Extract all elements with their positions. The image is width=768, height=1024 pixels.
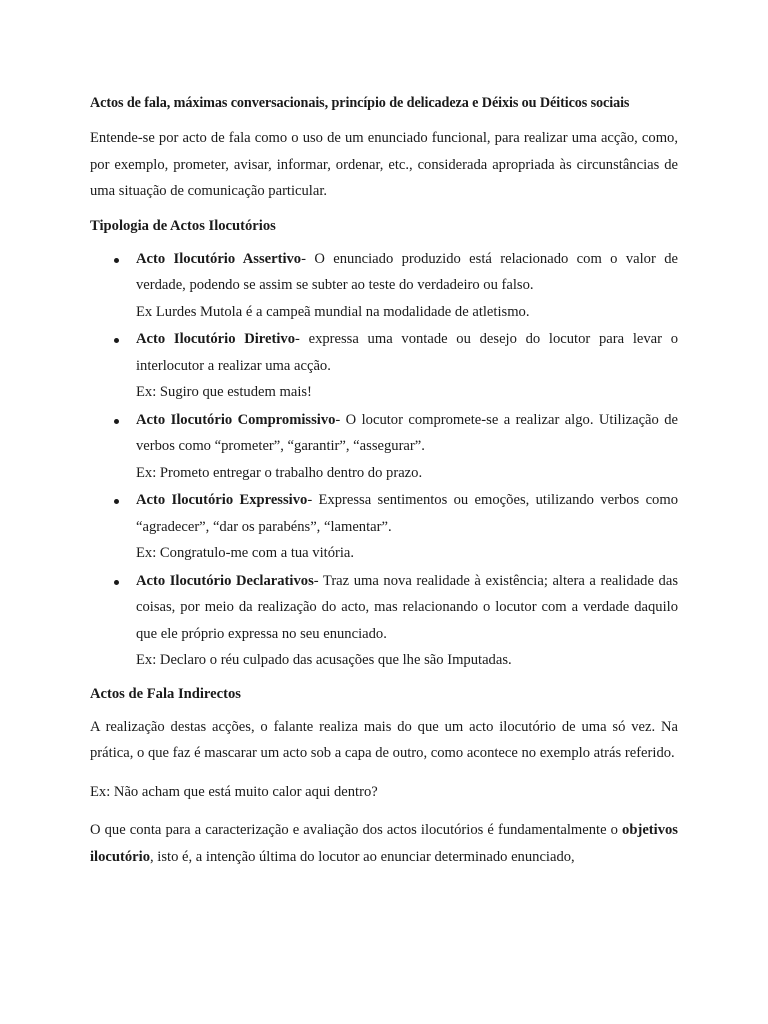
- list-item: [90, 487, 678, 567]
- closing-text-start: O que conta para a caracterização e avaliação dos actos ilocutórios é fundamentalmente o: [90, 822, 623, 838]
- list-item: [90, 568, 678, 674]
- act-example: Ex: Prometo entregar o trabalho dentro do prazo.: [136, 464, 423, 481]
- act-definition-text: - Traz uma nova realidade à existência; altera a realidade das coisas, por meio da realização do acto, mas relacionando o locutor com a verdade daquilo que ele próprio expressa no seu enunciado.: [136, 572, 678, 642]
- act-example: Ex Lurdes Mutola é a campeã mundial na modalidade de atletismo.: [136, 303, 530, 320]
- act-example: Ex: Sugiro que estudem mais!: [136, 384, 312, 400]
- indirect-paragraph: A realização destas acções, o falante realiza mais do que um acto ilocutório de uma só vez. Na prática, o que faz é mascarar um acto sob a capa de outro, como acontece no exemplo atrás referido.: [90, 718, 678, 761]
- act-definition: [136, 487, 678, 540]
- document-title: Actos de fala, máximas conversacionais, princípio de delicadeza e Déixis ou Déiticos sociais: [90, 95, 630, 111]
- act-term: Acto Ilocutório Declarativos: [136, 572, 314, 589]
- list-item: [90, 246, 678, 326]
- acts-list: [90, 246, 678, 674]
- act-definition: [136, 326, 678, 379]
- bullet-icon: [114, 419, 119, 424]
- bullet-icon: [114, 499, 119, 504]
- indirect-example: Ex: Não acham que está muito calor aqui dentro?: [90, 783, 378, 800]
- bullet-icon: [114, 338, 119, 343]
- closing-text-end: , isto é, a intenção última do locutor ao enunciar determinado enunciado,: [150, 848, 575, 865]
- bullet-icon: [114, 580, 119, 585]
- bullet-icon: [114, 258, 119, 263]
- closing-bold-term: objetivos ilocutório: [90, 822, 678, 865]
- act-definition-text: - O locutor compromete-se a realizar algo. Utilização de verbos como “prometer”, “garantir”, “assegurar”.: [136, 411, 679, 454]
- act-term: Acto Ilocutório Assertivo: [136, 250, 302, 267]
- act-definition-text: - Expressa sentimentos ou emoções, utilizando verbos como “agradecer”, “dar os parabéns”, “lamentar”.: [136, 492, 678, 535]
- act-term: Acto Ilocutório Diretivo: [136, 331, 296, 347]
- indirect-heading: Actos de Fala Indirectos: [90, 685, 241, 702]
- act-definition-text: - O enunciado produzido está relacionado com o valor de verdade, podendo se assim se subter ao teste do verdadeiro ou falso.: [136, 250, 678, 293]
- act-definition: [136, 407, 678, 460]
- intro-paragraph: Entende-se por acto de fala como o uso de um enunciado funcional, para realizar uma acção, como, por exemplo, prometer, avisar, informar, ordenar, etc., considerada apropriada às circunstâncias de uma situação de comunicação particular.: [90, 130, 678, 199]
- act-term: Acto Ilocutório Expressivo: [136, 492, 308, 508]
- act-definition-text: - expressa uma vontade ou desejo do locutor para levar o interlocutor a realizar uma acção.: [136, 331, 678, 374]
- list-item: [90, 326, 678, 406]
- typology-heading: Tipologia de Actos Ilocutórios: [90, 217, 276, 234]
- act-example: Ex: Declaro o réu culpado das acusações que lhe são Imputadas.: [136, 652, 512, 668]
- list-item: [90, 407, 678, 487]
- act-example: Ex: Congratulo-me com a tua vitória.: [136, 545, 355, 561]
- act-term: Acto Ilocutório Compromissivo: [136, 411, 336, 428]
- act-definition: [136, 246, 678, 299]
- act-definition: [136, 568, 678, 648]
- closing-paragraph: [90, 817, 678, 870]
